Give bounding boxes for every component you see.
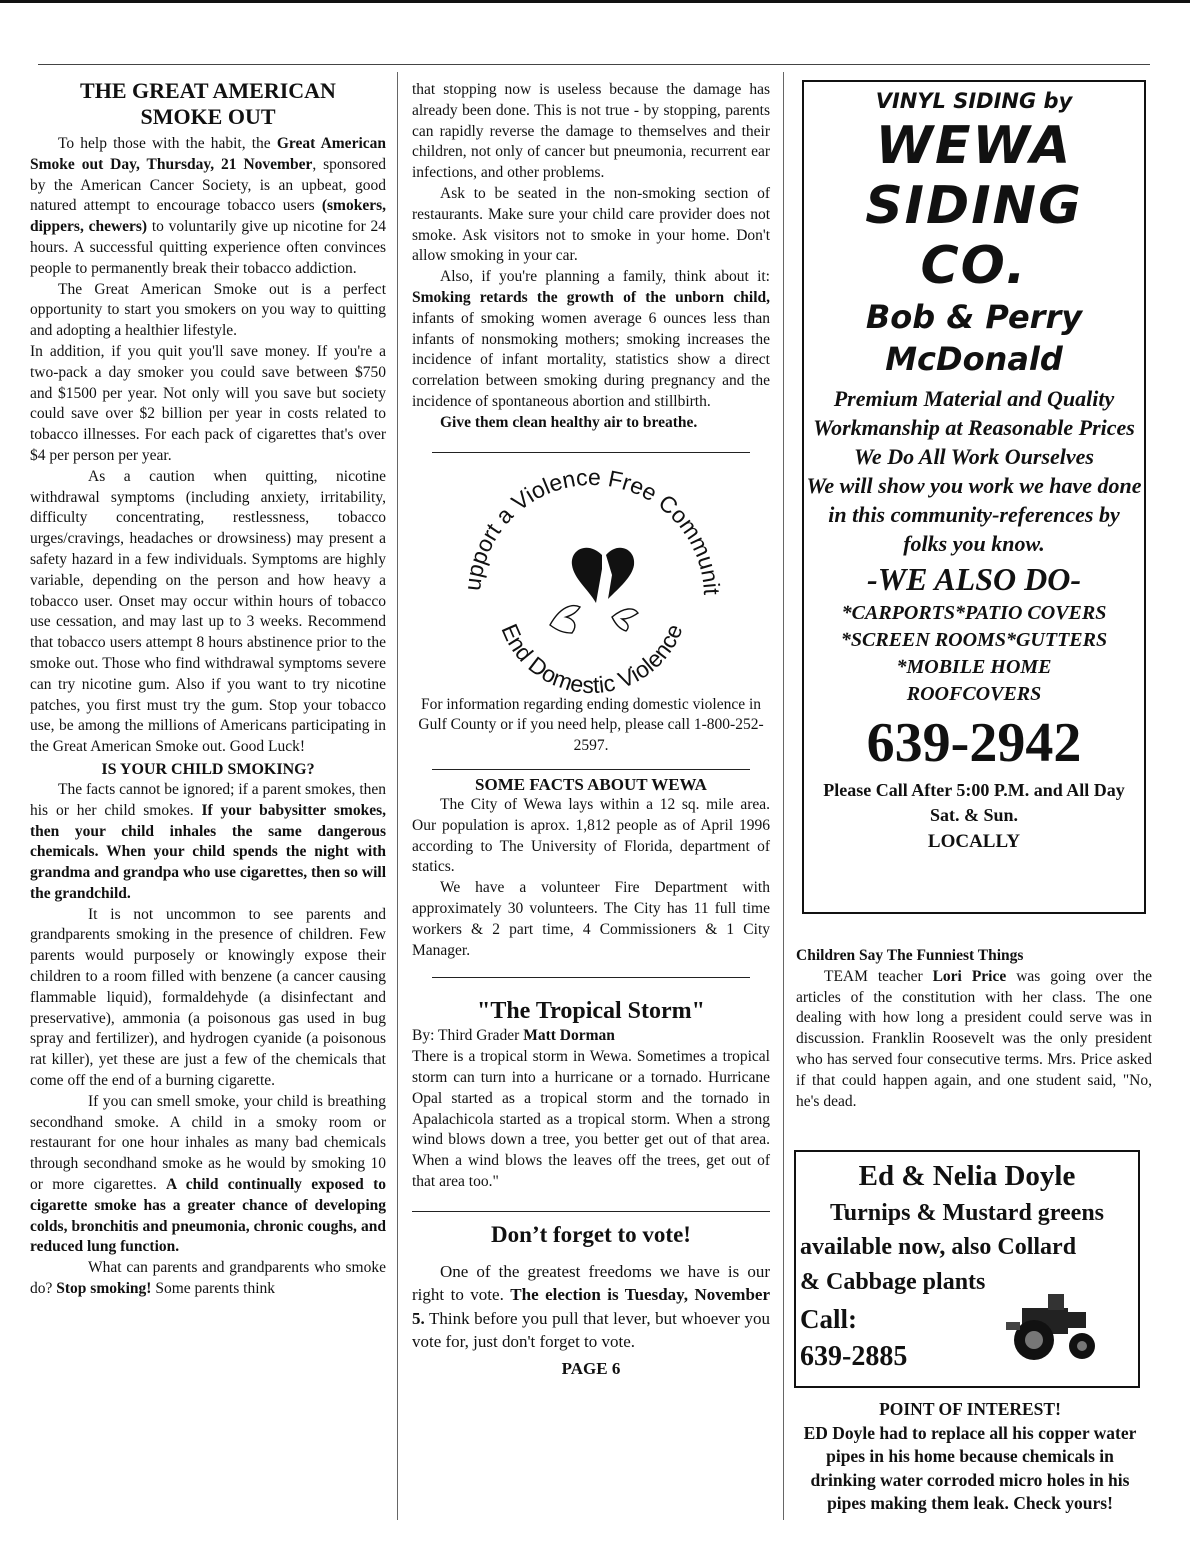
top-border <box>0 0 1190 3</box>
text: to voluntarily give up nicotine for 24 hours. A successful quitting experience often convinces people to permanently break their tobacco addiction. <box>30 218 386 277</box>
smoke-out-p1 <box>30 134 386 280</box>
ring-bottom-text <box>496 620 687 695</box>
wewa-facts-p1: The City of Wewa lays within a 12 sq. mile area. Our population is aprox. 1,812 people as of April 1996 according to The University of Florida, department of statics. <box>412 795 770 876</box>
doyle-ad <box>794 1150 1140 1388</box>
siding-ad-mcdonald: McDonald <box>885 340 1063 378</box>
text: was going over the articles of the constitution with her class. The one dealing with how long a president could serve was in discussion. Franklin Roosevelt was the only president who has served four consecutive terms. Mrs. Price asked if that could happen again, and one student said, "No, he's dead. <box>796 967 1152 1110</box>
ring-top-text <box>412 457 725 596</box>
stop-smoking: Stop smoking! <box>56 1280 152 1298</box>
column-2 <box>412 80 770 1379</box>
smoke-out-date: Great American Smoke out Day, Thursday, 21 November <box>30 135 386 173</box>
siding-ad-wewa: WEWA <box>875 116 1073 176</box>
tractor-icon <box>1004 1286 1100 1366</box>
column-divider-left <box>397 72 398 1520</box>
siding-ad <box>802 80 1146 914</box>
child-smoking-p2: It is not uncommon to see parents and grandparents smoking in the presence of children. Few parents would purposely or knowingly expose their children to a room filled with benzene (a cancer causing flammable liquid), formaldehyde (a disinfectant and preservative), ammonia (a poisonous gas used in bug spray and fertilizer), and hydrogen cyanide (a poisonous rat killer), yet these are just a few of the chemicals that come off the end of a burning cigarette. <box>30 905 386 1090</box>
unborn-warning: Smoking retards the growth of the unborn child, <box>412 288 770 306</box>
separator <box>432 977 750 978</box>
siding-ad-owners: Bob & Perry <box>865 298 1083 336</box>
ring-top-textpath: upport a Violence Free Communit <box>459 463 726 595</box>
funny-things-title: Children Say The Funniest Things <box>796 947 1024 964</box>
siding-ad-siding: SIDING <box>865 176 1083 236</box>
text: What can parents and grandparents who smoke do? <box>30 1259 386 1298</box>
funny-things-body <box>796 967 1152 1113</box>
funny-things <box>796 946 1152 1112</box>
clean-air-line: Give them clean healthy air to breathe. <box>440 413 698 431</box>
text: Some parents think <box>151 1280 276 1298</box>
text: To help those with the habit, the <box>58 135 277 152</box>
siding-ad-quality: Premium Material and Quality Workmanship at Reasonable Prices <box>813 386 1135 440</box>
babysitter-warning: If your babysitter smokes, then your child inhales the same dangerous chemicals. When your child spends the night with grandma and grandpa who use cigarettes, then so will the grandchild. <box>30 801 386 902</box>
doyle-ad-phone: 639-2885 <box>800 1341 908 1372</box>
poi-title: POINT OF INTEREST! <box>879 1399 1061 1419</box>
vote-body <box>412 1260 770 1354</box>
doyle-ad-line3: & Cabbage plants <box>800 1269 986 1295</box>
smoke-out-p4: As a caution when quitting, nicotine withdrawal symptoms (including anxiety, irritability, difficulty concentrating, restlessness, tobacco urges/cravings, headaches or drowsiness) may present a safety hazard in a few individuals. Symptoms are highly variable, depending on the person and how heavy a tobacco user. Onset may occur within hours of tobacco use cessation, and may last up to 3 weeks. Recommend that tobacco users attempt 8 hours abstinence prior to the smoke out. Those who find withdrawal symptoms severe can try nicotine gum. Also if you want to try nicotine patches, you first must try the gum. Stop your tobacco use, be among the millions of Americans participating in the Great American Smoke out. Good Luck! <box>30 467 386 756</box>
siding-ad-locally: LOCALLY <box>927 831 1021 852</box>
exposure-warning: A child continually exposed to cigarette smoke has a greater chance of developing colds, bronchitis and pneumonia, chronic coughs, and reduced lung function. <box>30 1176 386 1256</box>
text: Also, if you're planning a family, think about it: <box>440 268 770 286</box>
doves-icon <box>550 605 638 632</box>
column-1 <box>30 78 386 1300</box>
siding-ad-service-3: *MOBILE HOME <box>896 656 1052 678</box>
text: One of the greatest freedoms we have is our right to vote. <box>412 1261 770 1305</box>
child-smoking-p1 <box>30 780 386 905</box>
point-of-interest <box>792 1398 1148 1516</box>
text: TEAM teacher <box>824 967 933 985</box>
violence-logo <box>412 457 770 695</box>
separator <box>412 1211 770 1212</box>
siding-ad-also: -WE ALSO DO- <box>867 561 1081 597</box>
header-rule <box>38 64 1150 65</box>
siding-ad-co: CO. <box>920 236 1028 296</box>
child-smoking-p6: Ask to be seated in the non-smoking section of restaurants. Make sure your child care provider does not smoke. Ask visitors not to smoke in your home. Don't allow smoking in your car. <box>412 184 770 265</box>
smoke-out-p2: The Great American Smoke out is a perfect opportunity to start you smokers on you way to quitting and adopting a healthier lifestyle. <box>30 280 386 340</box>
violence-logo-graphic <box>412 457 770 695</box>
wewa-facts-p2: We have a volunteer Fire Department with approximately 30 volunteers. The City has 11 full time workers & 2 part time, 4 Commissioners & 1 City Manager. <box>412 879 770 959</box>
tropical-storm-body: There is a tropical storm in Wewa. Sometimes a tropical storm can turn into a hurricane or a tornado. Hurricane Opal started as a tropical storm and the tornado in Apalachicola started as a tropical storm. When a strong wind blows down a tree, you better get out of that area. When a wind blows the leaves off the trees, get out of that area too." <box>412 1048 770 1190</box>
teacher-name: Lori Price <box>932 967 1007 985</box>
doyle-ad-call: Call: <box>800 1304 857 1334</box>
ring-bottom-textpath: End Domestic Violence <box>496 619 688 695</box>
siding-ad-ourselves: We Do All Work Ourselves <box>854 444 1094 469</box>
text: , sponsored by the American Cancer Society, is an upbeat, good natured attempt to encourage tobacco users <box>30 155 386 215</box>
tropical-storm-byline <box>412 1026 770 1047</box>
broken-heart-icon <box>572 547 634 602</box>
violence-info: For information regarding ending domestic violence in Gulf County or if you need help, please call 1-800-252-2597. <box>418 695 764 755</box>
wewa-facts-title: SOME FACTS ABOUT WEWA <box>475 774 707 794</box>
column-divider-right <box>783 72 784 1520</box>
siding-ad-line1: VINYL SIDING by <box>875 89 1073 113</box>
child-smoking-p4 <box>30 1258 386 1300</box>
siding-ad-call-hours: Please Call After 5:00 P.M. and All Day Sat. & Sun. <box>823 780 1125 825</box>
siding-ad-service-1: *CARPORTS*PATIO COVERS <box>841 602 1107 624</box>
smoke-out-title <box>30 78 386 130</box>
siding-ad-phone: 639-2942 <box>866 712 1082 774</box>
page-number: PAGE 6 <box>561 1358 621 1378</box>
separator <box>432 769 750 770</box>
smoke-out-p3: In addition, if you quit you'll save money. If you're a two-pack a day smoker you could save between $750 and $1500 per year. Not only will you save but society could save over $2 billion per year in costs related to tobacco illnesses. For each pack of cigarettes that's over $4 per person per year. <box>30 342 386 464</box>
author-name: Matt Dorman <box>523 1027 615 1045</box>
child-smoking-p7 <box>412 267 770 413</box>
text: infants of smoking women average 6 ounces less than infants of nonsmoking mothers; smoking increases the incidence of infant mortality, statistics show a direct correlation between smoking during pregnancy and the incidence of spontaneous abortion and stillbirth. <box>412 309 770 410</box>
tropical-storm-title: "The Tropical Storm" <box>477 998 705 1025</box>
text: The facts cannot be ignored; if a parent smokes, then his or her child smokes. <box>30 780 386 819</box>
title-line-2: SMOKE OUT <box>140 104 276 129</box>
tobacco-users: (smokers, dippers, chewers) <box>30 197 386 236</box>
doyle-ad-name: Ed & Nelia Doyle <box>858 1160 1076 1192</box>
text: If you can smell smoke, your child is breathing secondhand smoke. A child in a smoky room or restaurant for one hour inhales as many bad chemicals through secondhand smoke as he would by smoking 10 or more cigarettes. <box>30 1092 386 1194</box>
separator <box>432 452 750 453</box>
siding-ad-service-4: ROOFCOVERS <box>906 683 1042 705</box>
election-date: The election is Tuesday, November 5. <box>412 1285 770 1328</box>
poi-body: ED Doyle had to replace all his copper water pipes in his home because chemicals in drinking water corroded micro holes in his pipes making them leak. Check yours! <box>803 1422 1137 1513</box>
byline-prefix: By: Third Grader <box>412 1027 524 1045</box>
text: Think before you pull that lever, but whoever you vote for, just don't forget to vote. <box>412 1308 770 1352</box>
doyle-ad-line1: Turnips & Mustard greens <box>829 1200 1105 1226</box>
siding-ad-references: We will show you work we have done in this community-references by folks you know. <box>806 473 1142 556</box>
title-line-1: THE GREAT AMERICAN <box>80 78 336 103</box>
child-smoking-p3 <box>30 1092 386 1258</box>
siding-ad-service-2: *SCREEN ROOMS*GUTTERS <box>840 629 1108 651</box>
child-smoking-title: IS YOUR CHILD SMOKING? <box>101 760 315 778</box>
vote-title: Don’t forget to vote! <box>491 1221 691 1247</box>
doyle-ad-line2: available now, also Collard <box>800 1234 1077 1260</box>
child-smoking-p5: that stopping now is useless because the damage has already been done. This is not true - by stopping, parents can rapidly reverse the damage to themselves and their children, not only of cancer but pneumonia, recurrent ear infections, and other problems. <box>412 81 770 182</box>
